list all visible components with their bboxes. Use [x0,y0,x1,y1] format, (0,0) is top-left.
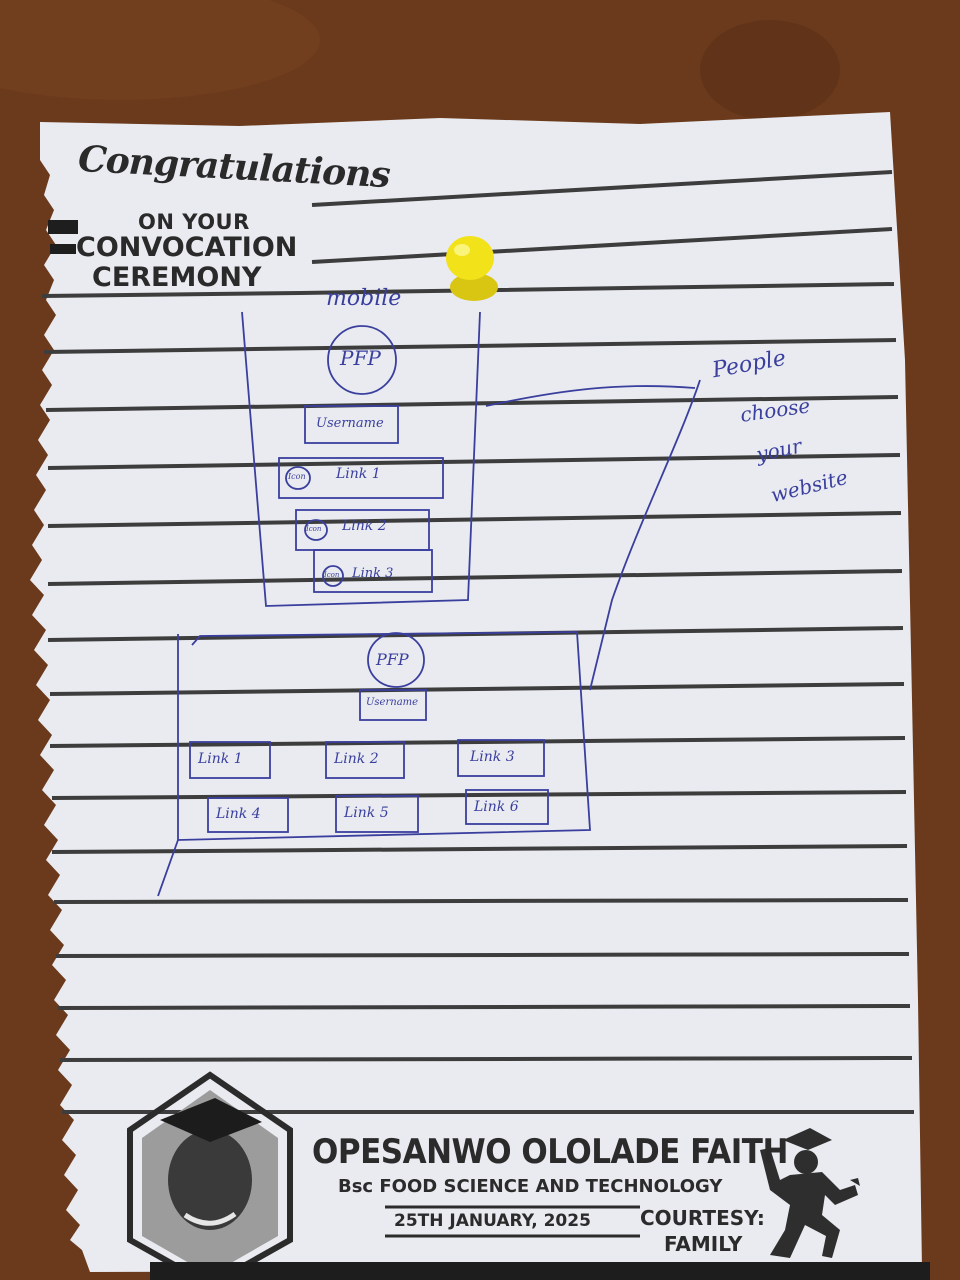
desktop-link-text: Link 3 [470,749,515,765]
header-bar [50,244,76,254]
courtesy-label: COURTESY: [640,1206,765,1230]
ceremony-heading: CEREMONY [92,262,262,293]
sketch-label-mobile: mobile [326,286,402,311]
mobile-profile-text: PFP [340,346,381,370]
mobile-link-text: Link 3 [352,566,394,581]
courtesy-family: FAMILY [664,1232,743,1256]
mobile-link-text: Link 1 [336,466,381,482]
convocation-date: 25TH JANUARY, 2025 [394,1211,591,1231]
footer-band [150,1262,930,1280]
side-note-line: choose [738,393,812,427]
side-note-line: website [768,464,851,508]
desktop-link-text: Link 5 [344,805,389,821]
mobile-username-text: Username [316,416,384,431]
mobile-link-badge: Icon [288,472,306,481]
desktop-username-text: Username [366,697,419,708]
mobile-link-badge: Icon [306,525,322,533]
congratulations-heading: Congratulations [77,137,391,197]
wood-knot [700,20,840,120]
convocation-heading: CONVOCATION [76,232,298,263]
side-note-line: People [710,345,788,384]
graduate-course: Bsc FOOD SCIENCE AND TECHNOLOGY [338,1176,723,1197]
graduate-portrait [168,1130,252,1230]
mobile-link-text: Link 2 [342,518,387,534]
desktop-link-text: Link 2 [334,751,379,767]
graduate-name: OPESANWO OLOLADE FAITH [312,1132,788,1172]
mobile-link-badge: Icon [324,571,340,579]
side-note-line: your [754,433,804,467]
header-bar [48,220,78,234]
desktop-link-text: Link 6 [474,799,519,815]
desktop-link-text: Link 1 [198,751,243,767]
on-your-heading: ON YOUR [138,210,250,234]
desktop-profile-text: PFP [376,650,409,669]
desktop-link-text: Link 4 [216,806,261,822]
